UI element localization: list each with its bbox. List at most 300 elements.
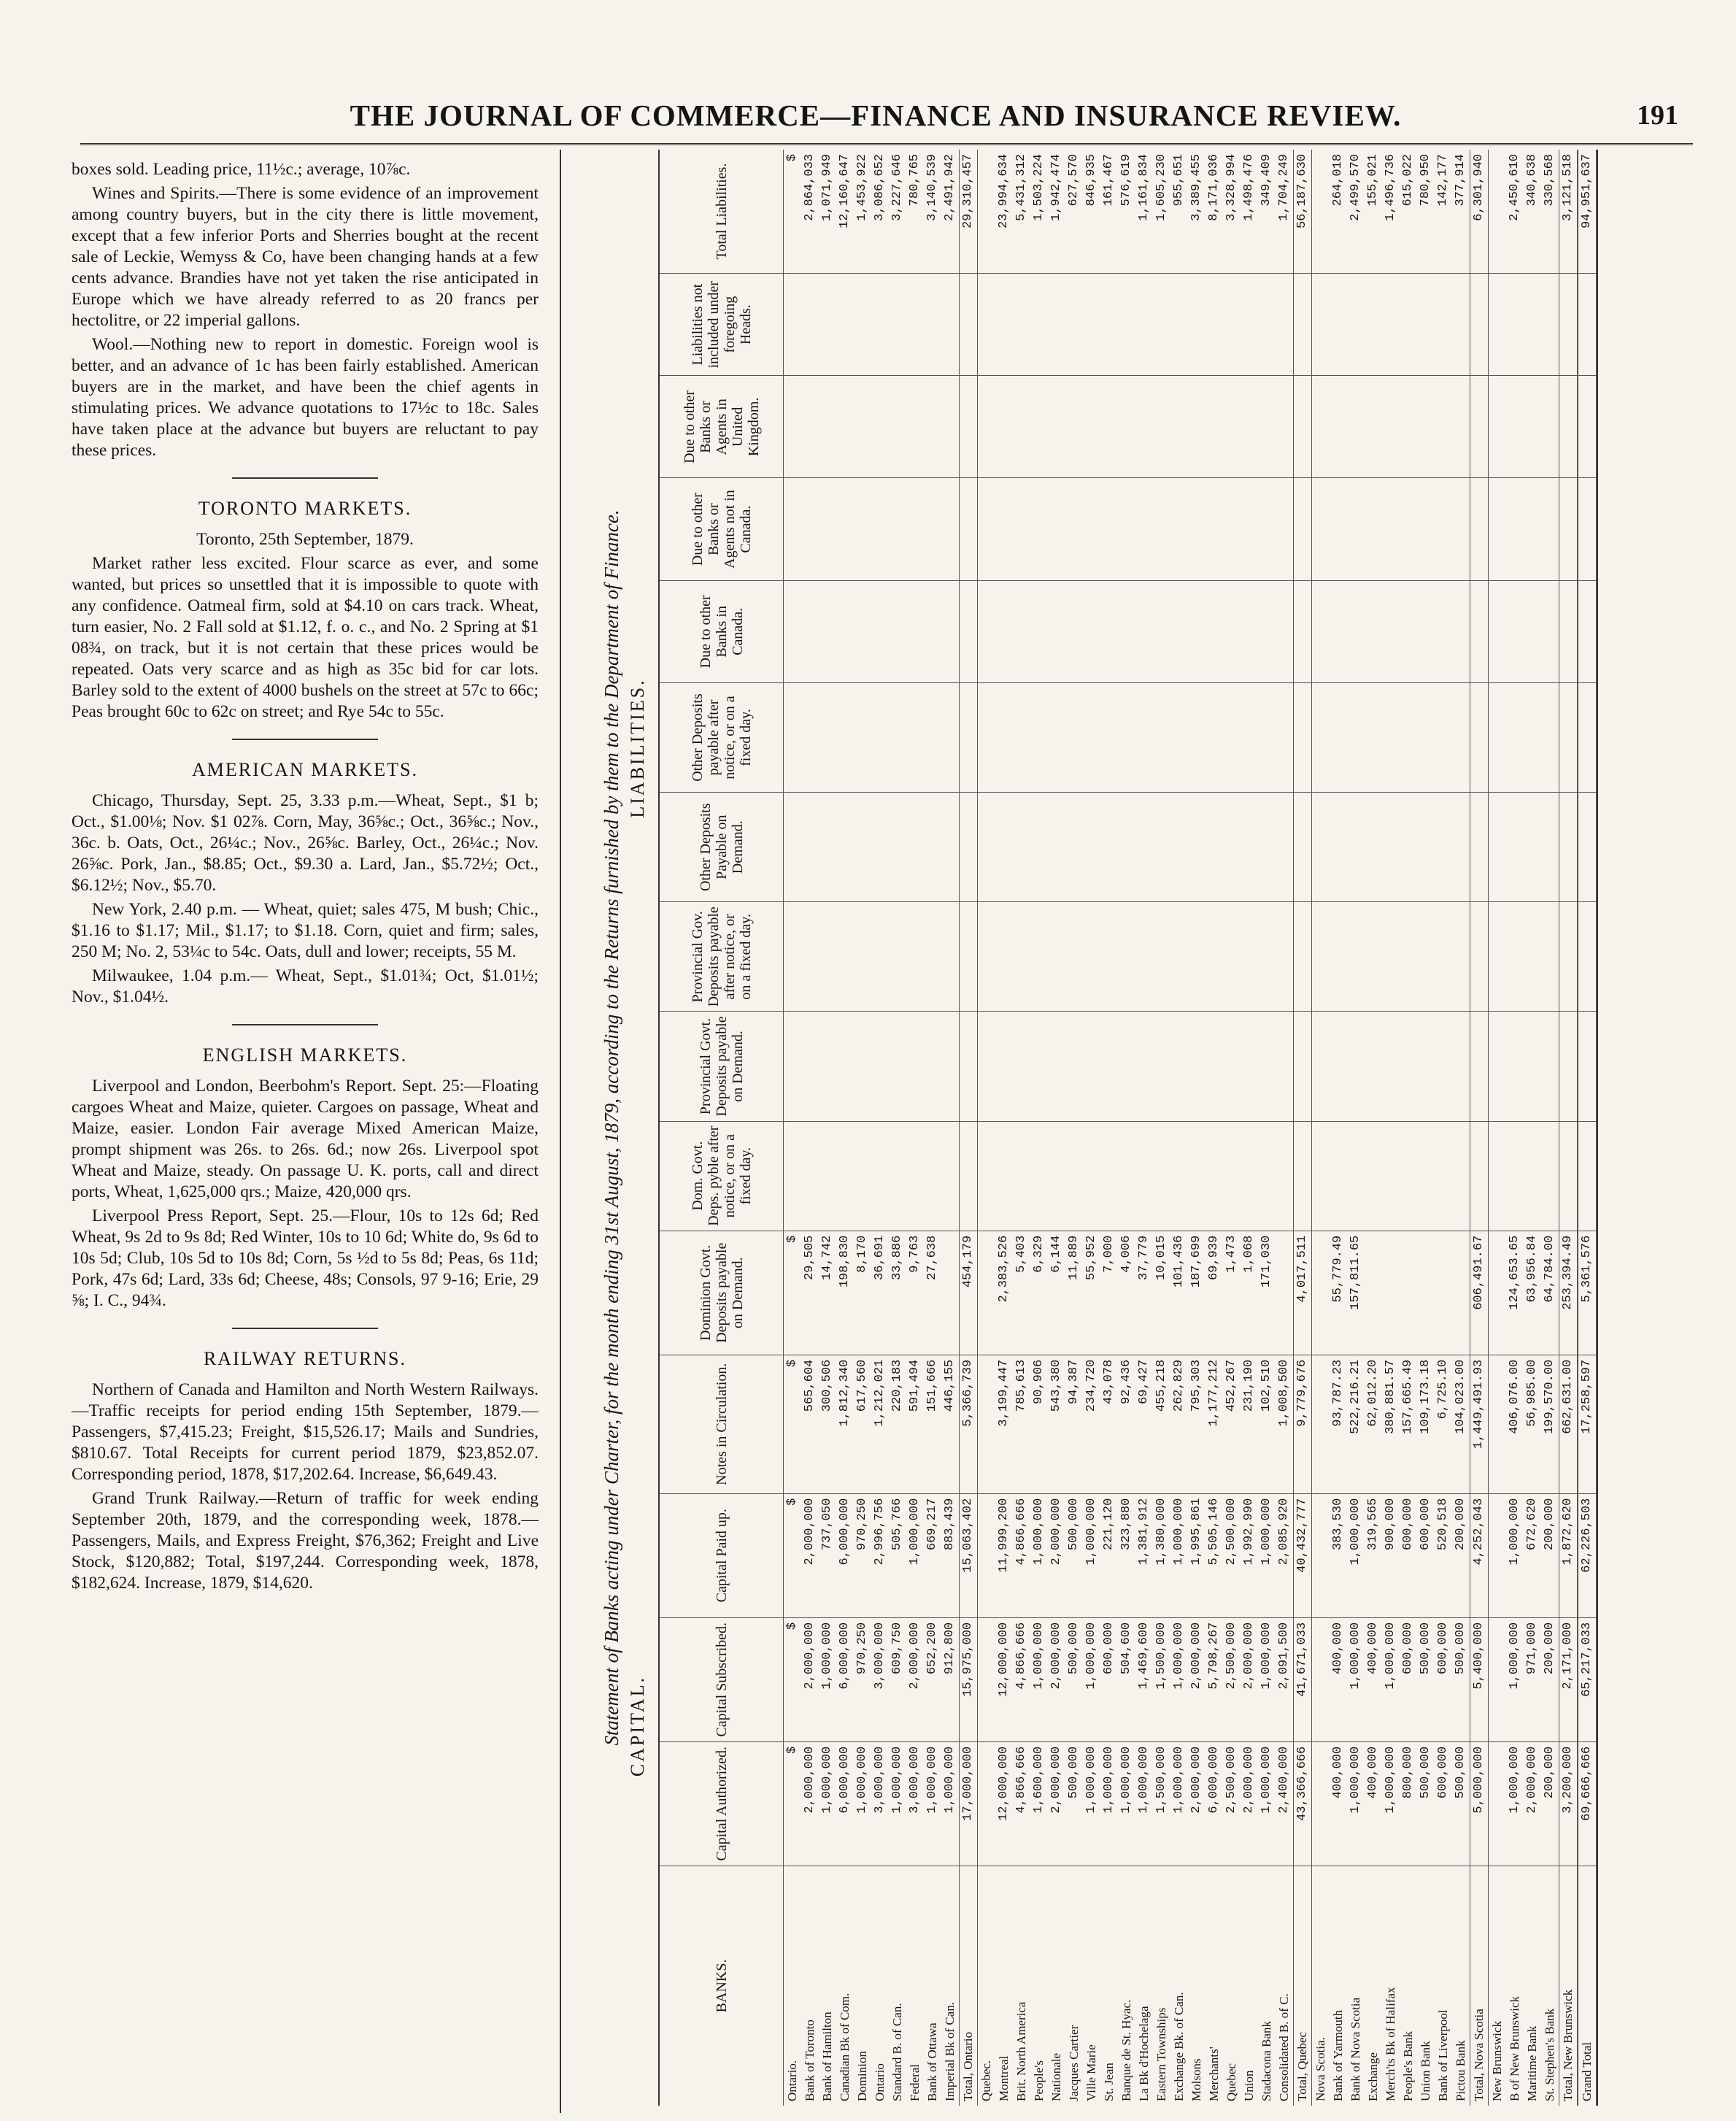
table-cell	[906, 1012, 924, 1120]
table-cell	[1347, 479, 1365, 580]
table-cell: 3,086,652	[873, 154, 887, 221]
column-header: Capital Authorized.	[660, 1742, 784, 1866]
table-cell	[1030, 902, 1048, 1011]
table-cell: 55,779.49	[1331, 1235, 1345, 1303]
section-rule	[232, 1328, 378, 1329]
table-cell: 234,720	[1084, 1359, 1098, 1412]
table-cell	[1100, 902, 1118, 1011]
table-cell	[1153, 1012, 1170, 1120]
statement-column	[660, 1866, 1597, 2106]
table-cell	[1524, 1012, 1541, 1120]
table-cell	[871, 1122, 889, 1231]
bank-name-cell: Ville Marie	[1084, 2044, 1098, 2101]
table-cell	[1435, 1122, 1452, 1231]
table-cell	[1223, 376, 1241, 477]
table-cell	[959, 902, 978, 1011]
table-cell	[941, 274, 959, 375]
table-cell	[1241, 479, 1258, 580]
column-header: Dominion Govt. Deposits payable on Demand.	[660, 1231, 784, 1355]
table-cell	[1506, 479, 1524, 580]
statement-column	[660, 580, 1597, 682]
wines-spirits-report: Wines and Spirits.—There is some evidence of an improvement among country buyers, but in the city there is little movement, except that a few inferior Ports and Sherries bought at the recent sale of Leckie, Wemyss & Co, have been changing hands at a few cents advance. Brandies have not yet taken the rise anticipated in Europe which we have already referred to as 20 francs per hectolitre, or 22 imperial gallons.	[72, 184, 539, 330]
table-cell	[995, 793, 1013, 901]
bank-name-cell: Standard B. of Can.	[890, 2003, 904, 2101]
table-cell	[819, 1012, 836, 1120]
table-cell: 5,798,267	[1207, 1622, 1221, 1690]
table-cell	[1541, 1012, 1559, 1120]
table-cell	[819, 376, 836, 477]
table-cell	[1382, 376, 1400, 477]
table-cell	[1170, 479, 1188, 580]
table-cell	[1258, 274, 1276, 375]
statement-column	[660, 273, 1597, 375]
table-cell: 1,498,476	[1242, 154, 1256, 221]
table-cell: 5,505,146	[1207, 1498, 1221, 1566]
table-cell	[1417, 902, 1435, 1011]
table-cell: 883,439	[943, 1498, 957, 1551]
table-cell: 1,000,000	[820, 1622, 834, 1690]
table-cell: 600,000	[1419, 1498, 1432, 1551]
table-cell	[995, 581, 1013, 682]
table-cell	[889, 479, 906, 580]
table-cell	[1312, 150, 1330, 273]
table-cell	[1276, 793, 1293, 901]
table-cell	[836, 479, 854, 580]
table-cell	[836, 376, 854, 477]
table-cell	[1170, 902, 1188, 1011]
table-cell	[906, 1122, 924, 1231]
table-cell: 62,226,503	[1578, 1494, 1597, 1617]
table-cell: 2,996,756	[873, 1498, 887, 1566]
bank-name-cell: Bank of Nova Scotia	[1349, 1997, 1362, 2101]
table-cell	[819, 479, 836, 580]
table-cell	[1100, 793, 1118, 901]
table-cell	[1417, 581, 1435, 682]
table-cell: 2,000,000	[1049, 1498, 1063, 1566]
table-cell	[1400, 274, 1417, 375]
table-cell	[1276, 581, 1293, 682]
table-cell	[871, 683, 889, 792]
table-cell	[1293, 793, 1312, 901]
table-cell: $	[785, 1359, 799, 1367]
table-cell: 3,140,539	[925, 154, 939, 221]
table-cell	[1470, 793, 1489, 901]
table-cell	[1365, 1231, 1382, 1355]
bank-name-cell: People's Bank	[1401, 2030, 1415, 2101]
bank-name-cell: Stadacona Bank	[1259, 2021, 1273, 2101]
table-cell: 2,000,000	[1049, 1746, 1063, 1814]
liverpool-press-report: Liverpool Press Report, Sept. 25.—Flour, 10s to 12s 6d; Red Wheat, 9s 2d to 9s 8d; Red Winter, 10s to 10 6d; White do, 9s 6d to 10s 5d; Club, 10s 5d to 10s 8d; Corn, 5s ½d to 5s 8d; Peas, 6s 11d; Pork, 47s 6d; Lard, 33s 6d; Cheese, 48s; Consols, 97 9-16; Erie, 29 ⅝; I. C., 94¾.	[72, 1206, 539, 1310]
statement-column	[660, 1617, 1597, 1741]
table-cell	[1365, 1012, 1382, 1120]
capital-group-label: CAPITAL.	[627, 1675, 648, 1777]
table-cell	[1118, 581, 1135, 682]
railway-returns-heading: RAILWAY RETURNS.	[203, 1348, 407, 1369]
table-cell	[1083, 581, 1100, 682]
table-cell: $	[785, 1498, 799, 1506]
table-cell: 2,000,000	[803, 1746, 817, 1814]
table-cell	[1347, 581, 1365, 682]
table-cell	[1559, 479, 1578, 580]
table-cell	[1188, 1012, 1205, 1120]
milwaukee-report: Milwaukee, 1.04 p.m.— Wheat, Sept., $1.01¾; Oct, $1.01½; Nov., $1.04½.	[72, 966, 539, 1006]
table-cell	[1330, 581, 1347, 682]
bank-name-cell: Bank of Hamilton	[820, 2012, 834, 2101]
table-cell	[1312, 1494, 1330, 1617]
table-cell: 1,872,620	[1559, 1494, 1578, 1617]
table-cell	[784, 683, 801, 792]
table-cell	[1223, 1122, 1241, 1231]
table-cell: 1,000,000	[1349, 1622, 1362, 1690]
table-cell: 104,023.00	[1454, 1359, 1467, 1434]
table-cell: 198,830	[838, 1235, 852, 1288]
column-header: BANKS.	[660, 1866, 784, 2106]
table-cell	[1435, 376, 1452, 477]
table-cell: 500,000	[1454, 1622, 1467, 1675]
table-cell: 500,000	[1067, 1498, 1081, 1551]
table-cell: 2,000,000	[1242, 1622, 1256, 1690]
table-cell	[1013, 479, 1030, 580]
table-cell	[1065, 581, 1083, 682]
table-cell	[1330, 1012, 1347, 1120]
table-cell	[1506, 1012, 1524, 1120]
table-cell	[1578, 1122, 1597, 1231]
table-cell	[1578, 902, 1597, 1011]
table-cell	[1541, 902, 1559, 1011]
table-cell: 9,779,676	[1293, 1355, 1312, 1493]
table-cell	[871, 1012, 889, 1120]
table-cell	[1030, 274, 1048, 375]
table-cell: 43,078	[1102, 1359, 1116, 1404]
table-cell: 600,000	[1401, 1622, 1415, 1675]
table-cell	[924, 683, 941, 792]
table-cell	[1489, 1231, 1506, 1355]
table-cell: 109,173.18	[1419, 1359, 1432, 1434]
bank-name-cell: New Brunswick	[1490, 2020, 1504, 2101]
table-cell	[1013, 793, 1030, 901]
table-cell	[1153, 902, 1170, 1011]
table-cell	[1489, 793, 1506, 901]
table-cell: 1,000,000	[1508, 1498, 1521, 1566]
table-cell: 672,620	[1525, 1498, 1539, 1551]
table-cell: 1,453,922	[855, 154, 869, 221]
table-cell	[1365, 1122, 1382, 1231]
table-cell	[836, 581, 854, 682]
table-cell	[1312, 274, 1330, 375]
new-york-report: New York, 2.40 p.m. — Wheat, quiet; sales 475, M bush; Chic., $1.16 to $1.17; Mil., $1.17; to $1.18. Corn, quiet and firm; sales, 250 M; No. 2, 53¼c to 54c. Oats, dull and lower; receipts, 55 M.	[72, 900, 539, 961]
table-cell	[1489, 1355, 1506, 1493]
table-cell	[1382, 1012, 1400, 1120]
table-cell	[836, 1012, 854, 1120]
table-cell	[1083, 793, 1100, 901]
table-cell	[1065, 902, 1083, 1011]
table-cell	[1048, 376, 1065, 477]
table-cell: 2,500,000	[1224, 1498, 1238, 1566]
table-cell	[1135, 793, 1153, 901]
table-cell	[1365, 581, 1382, 682]
toronto-markets-report: Market rather less excited. Flour scarce as ever, and some wanted, but prices so unsettled that it is impossible to quote with any confidence. Oatmeal firm, sold at $4.10 on cars track. Wheat, turn easier, No. 2 Fall sold at $1.12, f. o. c., and No. 2 Spring at $1 08¾, on track, but it is not certain that these prices would be repeated. Oats very scarce and as high as 35c bid for car lots. Barley sold to the extent of 4000 bushels on the street at 57c to 66c; Peas brought 60c to 62c on street; and Rye 54c to 55c.	[72, 554, 539, 721]
table-cell	[1541, 581, 1559, 682]
table-cell	[1065, 683, 1083, 792]
table-cell	[1293, 376, 1312, 477]
table-cell: 1,449,491.93	[1470, 1355, 1489, 1493]
table-cell	[1578, 581, 1597, 682]
table-cell: 2,000,000	[1189, 1746, 1203, 1814]
table-cell	[995, 376, 1013, 477]
table-cell	[1258, 376, 1276, 477]
table-cell: 11,999,200	[997, 1498, 1011, 1573]
table-cell: 504,600	[1119, 1622, 1133, 1675]
table-cell: 652,200	[925, 1622, 939, 1675]
table-cell: 9,763	[908, 1235, 922, 1273]
column-header: Due to other Banks in Canada.	[660, 581, 784, 682]
table-cell: 1,212,021	[873, 1359, 887, 1427]
table-cell	[819, 1122, 836, 1231]
table-cell	[1223, 479, 1241, 580]
table-cell	[1170, 683, 1188, 792]
table-cell	[1417, 479, 1435, 580]
table-cell: 200,000	[1543, 1498, 1556, 1551]
table-cell	[1170, 274, 1188, 375]
table-cell: 43,366,666	[1293, 1742, 1312, 1866]
table-cell	[1417, 1012, 1435, 1120]
table-cell	[1135, 376, 1153, 477]
table-cell	[1030, 1122, 1048, 1231]
section-rule	[232, 1024, 378, 1025]
table-cell	[1083, 479, 1100, 580]
table-cell: 1,473	[1224, 1235, 1238, 1273]
table-cell	[1365, 376, 1382, 477]
table-cell	[1506, 683, 1524, 792]
table-cell	[1205, 479, 1223, 580]
table-cell: 63,956.84	[1525, 1235, 1539, 1303]
table-cell	[978, 150, 995, 273]
bank-name-cell: Merchants'	[1207, 2047, 1221, 2101]
table-cell	[854, 683, 871, 792]
table-cell	[1100, 683, 1118, 792]
table-cell: 780,950	[1419, 154, 1432, 207]
table-cell: 200,000	[1543, 1622, 1556, 1675]
table-cell: 23,994,634	[997, 154, 1011, 229]
table-cell: 5,000,000	[1470, 1742, 1489, 1866]
table-cell	[1100, 1012, 1118, 1120]
table-cell: 200,000	[1543, 1746, 1556, 1799]
table-cell	[1153, 479, 1170, 580]
table-cell	[978, 793, 995, 901]
table-cell: 1,500,000	[1154, 1622, 1168, 1690]
table-cell	[1170, 793, 1188, 901]
table-cell: 400,000	[1366, 1622, 1380, 1675]
table-cell: 500,000	[1067, 1622, 1081, 1675]
bank-name-cell: B of New Brunswick	[1508, 1995, 1521, 2101]
table-cell	[1524, 793, 1541, 901]
statement-grid	[658, 150, 1598, 2106]
table-cell	[1083, 683, 1100, 792]
table-cell	[801, 1122, 819, 1231]
table-cell	[1241, 274, 1258, 375]
table-cell: 8,170	[855, 1235, 869, 1273]
table-cell	[1330, 479, 1347, 580]
statement-title: Statement of Banks acting under Charter, for the month ending 31st August, 1879, according to the Returns furnished by them to the Department of Finance.	[601, 509, 622, 1746]
table-cell: 1,000,000	[1384, 1746, 1397, 1814]
table-cell	[1365, 793, 1382, 901]
table-cell	[889, 683, 906, 792]
table-cell	[1100, 274, 1118, 375]
table-cell	[1153, 274, 1170, 375]
bank-name-cell: People's	[1032, 2060, 1046, 2101]
table-cell: 669,217	[925, 1498, 939, 1551]
table-cell	[959, 683, 978, 792]
bank-name-cell: St. Stephen's Bank	[1543, 2008, 1556, 2101]
table-cell: 912,800	[943, 1622, 957, 1675]
statement-column	[660, 150, 1597, 273]
table-cell	[819, 683, 836, 792]
table-cell	[1048, 581, 1065, 682]
table-cell	[1400, 1012, 1417, 1120]
table-cell	[1312, 1742, 1330, 1866]
table-cell	[1188, 793, 1205, 901]
table-cell	[871, 376, 889, 477]
section-rule	[232, 477, 378, 479]
table-cell	[1293, 1122, 1312, 1231]
table-cell	[1330, 376, 1347, 477]
table-cell: 2,383,526	[997, 1235, 1011, 1303]
table-cell: 1,000,000	[1508, 1746, 1521, 1814]
column-header: Other Deposits Payable on Demand.	[660, 793, 784, 901]
table-cell	[1013, 683, 1030, 792]
table-cell	[1312, 1355, 1330, 1493]
table-cell	[784, 581, 801, 682]
table-cell: 1,000,000	[1119, 1746, 1133, 1814]
table-cell	[1559, 581, 1578, 682]
table-cell	[1400, 1231, 1417, 1355]
table-cell	[1489, 902, 1506, 1011]
table-cell	[978, 479, 995, 580]
table-cell	[871, 479, 889, 580]
table-cell: 4,866,666	[1014, 1622, 1028, 1690]
table-cell	[1452, 581, 1470, 682]
table-cell	[1470, 376, 1489, 477]
table-cell	[1205, 1012, 1223, 1120]
table-cell	[1258, 902, 1276, 1011]
bank-name-cell: La Bk d'Hochelaga	[1137, 2006, 1151, 2101]
table-cell	[1435, 1231, 1452, 1355]
table-cell: 2,000,000	[1525, 1746, 1539, 1814]
table-cell: 2,864,033	[803, 154, 817, 221]
table-cell	[1312, 1618, 1330, 1741]
table-cell	[1118, 1012, 1135, 1120]
bank-name-cell: Total, Nova Scotia	[1470, 1866, 1489, 2106]
table-cell	[1489, 1742, 1506, 1866]
bank-statement-table	[598, 150, 1678, 2106]
table-cell	[1153, 581, 1170, 682]
table-cell: 253,394.49	[1559, 1231, 1578, 1355]
table-cell: 1,380,000	[1154, 1498, 1168, 1566]
table-cell	[978, 1494, 995, 1617]
table-cell	[924, 479, 941, 580]
table-cell	[941, 683, 959, 792]
table-cell: 600,000	[1401, 1498, 1415, 1551]
table-cell	[1578, 683, 1597, 792]
table-cell: 17,000,000	[959, 1742, 978, 1866]
statement-column	[660, 792, 1597, 901]
table-cell	[1065, 479, 1083, 580]
table-cell: 500,000	[1419, 1746, 1432, 1799]
table-cell	[1541, 376, 1559, 477]
table-cell	[1013, 274, 1030, 375]
table-cell	[1559, 793, 1578, 901]
table-cell	[1170, 376, 1188, 477]
table-cell: 454,179	[959, 1231, 978, 1355]
table-cell: 340,638	[1525, 154, 1539, 207]
table-cell: 151,666	[925, 1359, 939, 1412]
table-cell	[1489, 1012, 1506, 1120]
table-cell: 1,000,000	[1084, 1622, 1098, 1690]
table-cell: 971,000	[1525, 1622, 1539, 1675]
table-cell	[1241, 1012, 1258, 1120]
table-cell: 264,018	[1331, 154, 1345, 207]
table-cell: 36,691	[873, 1235, 887, 1280]
table-cell: 2,400,000	[1277, 1746, 1291, 1814]
table-cell	[784, 479, 801, 580]
table-cell	[1524, 376, 1541, 477]
table-cell	[1435, 683, 1452, 792]
table-cell	[1048, 683, 1065, 792]
table-cell: 900,000	[1384, 1498, 1397, 1551]
table-cell: 2,171,000	[1559, 1618, 1578, 1741]
table-cell	[924, 1122, 941, 1231]
table-cell	[1330, 274, 1347, 375]
table-cell: 5,366,739	[959, 1355, 978, 1493]
table-cell	[941, 793, 959, 901]
table-cell	[1188, 683, 1205, 792]
column-divider	[560, 150, 561, 2113]
table-cell	[1258, 581, 1276, 682]
table-cell	[978, 1618, 995, 1741]
table-cell	[1258, 1012, 1276, 1120]
table-cell: 2,000,000	[1189, 1622, 1203, 1690]
table-cell	[941, 902, 959, 1011]
table-cell	[1223, 683, 1241, 792]
beerbohm-report: Liverpool and London, Beerbohm's Report. Sept. 25:—Floating cargoes Wheat and Maize, quieter. Cargoes on passage, Wheat and Maize, easier. London Fair average Mixed American Maize, prompt shipment was 26s. to 26s. 6d.; now 26s. Liverpool spot Wheat and Maize, steady. On passage U. K. ports, call and direct ports, Wheat, 1,625,000 qrs.; Maize, 420,000 qrs.	[72, 1077, 539, 1201]
table-cell	[836, 683, 854, 792]
statement-column	[660, 478, 1597, 580]
table-cell	[1048, 1122, 1065, 1231]
table-cell: 1,000,000	[1032, 1498, 1046, 1566]
table-cell	[1559, 376, 1578, 477]
table-cell	[1100, 479, 1118, 580]
table-cell	[1417, 1231, 1435, 1355]
table-cell: 800,000	[1401, 1746, 1415, 1799]
statement-column	[660, 682, 1597, 792]
table-cell: 1,000,000	[943, 1746, 957, 1814]
table-cell: 142,177	[1436, 154, 1450, 207]
table-cell: 262,829	[1172, 1359, 1186, 1412]
table-cell: 161,467	[1102, 154, 1116, 207]
table-cell	[1559, 902, 1578, 1011]
table-cell: 15,975,000	[959, 1618, 978, 1741]
table-cell: 300,506	[820, 1359, 834, 1412]
bank-name-cell: Bank of Ottawa	[925, 2022, 939, 2101]
table-cell	[906, 581, 924, 682]
table-cell	[1435, 274, 1452, 375]
table-cell: 1,000,000	[908, 1498, 922, 1566]
table-cell: 1,000,000	[1032, 1622, 1046, 1690]
table-cell	[924, 274, 941, 375]
table-cell: 615,022	[1401, 154, 1415, 207]
table-cell: 11,889	[1067, 1235, 1081, 1280]
table-cell	[836, 793, 854, 901]
